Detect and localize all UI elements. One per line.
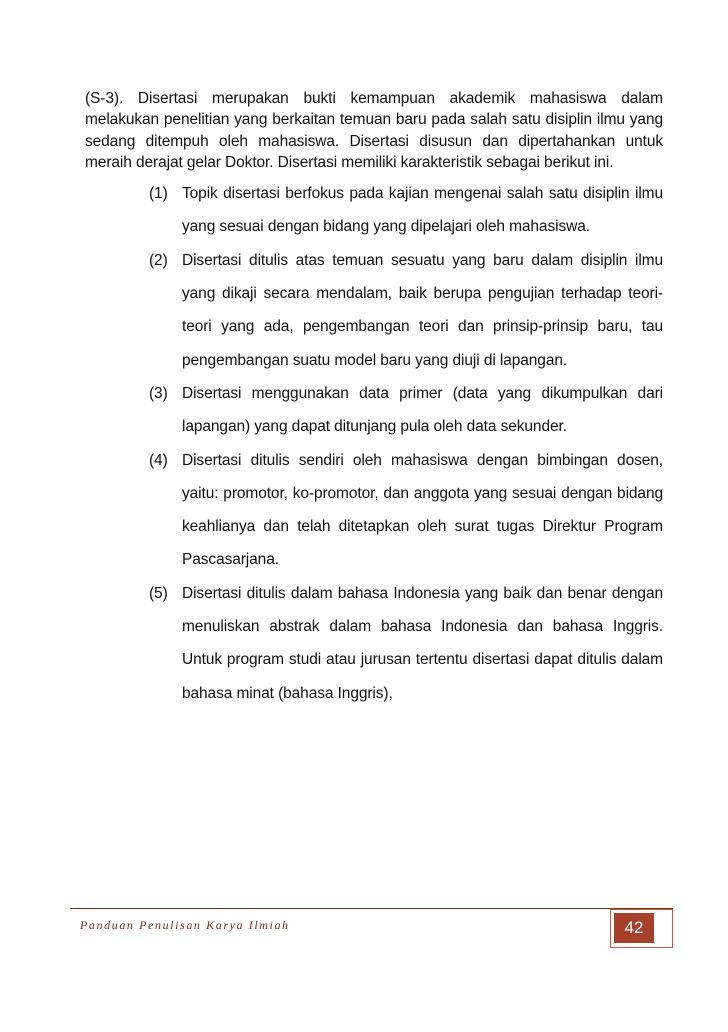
list-item-text: Topik disertasi berfokus pada kajian mengenai salah satu disiplin ilmu yang sesuai dengan bidang yang dipelajari oleh mahasiswa. (182, 185, 663, 236)
page-number: 42 (614, 913, 654, 943)
footer-title: Panduan Penulisan Karya Ilmiah (80, 918, 290, 932)
characteristics-list (85, 177, 663, 710)
list-item-text: Disertasi ditulis atas temuan sesuatu yang baru dalam disiplin ilmu yang dikaji secara mendalam, baik berupa pengujian terhadap teori-teori yang ada, pengembangan teori dan prinsip-prinsip baru, tau pengembangan suatu model baru yang diuji di lapangan. (182, 251, 663, 369)
list-item (85, 377, 663, 444)
list-item-number: (5) (149, 584, 168, 602)
list-item (85, 244, 663, 377)
list-item-number: (1) (149, 185, 168, 203)
list-item-text: Disertasi menggunakan data primer (data yang dikumpulkan dari lapangan) yang dapat ditunjang pula oleh data sekunder. (182, 384, 663, 436)
list-item-text: Disertasi ditulis dalam bahasa Indonesia yang baik dan benar dengan menuliskan abstrak dalam bahasa Indonesia dan bahasa Inggris. Untuk program studi atau jurusan tertentu disertasi dapat ditulis dalam bahasa minat (bahasa Inggris), (182, 584, 663, 702)
list-item (85, 444, 663, 577)
list-item (85, 577, 663, 710)
list-item-number: (3) (149, 384, 168, 402)
list-item-number: (4) (149, 451, 168, 469)
footer-divider (70, 908, 673, 909)
list-item (85, 177, 663, 244)
page-body (85, 88, 663, 710)
list-item-text: Disertasi ditulis sendiri oleh mahasiswa dengan bimbingan dosen, yaitu: promotor, ko-promotor, dan anggota yang sesuai dengan bidang keahlianya dan telah ditetapkan oleh surat tugas Direktur Program Pascasarjana. (182, 451, 663, 569)
list-item-number: (2) (149, 251, 168, 269)
intro-paragraph: (S-3). Disertasi merupakan bukti kemampuan akademik mahasiswa dalam melakukan penelitian yang berkaitan temuan baru pada salah satu disiplin ilmu yang sedang ditempuh oleh mahasiswa. Disertasi disusun dan dipertahankan untuk meraih derajat gelar Doktor. Disertasi memiliki karakteristik sebagai berikut ini. (85, 90, 663, 171)
